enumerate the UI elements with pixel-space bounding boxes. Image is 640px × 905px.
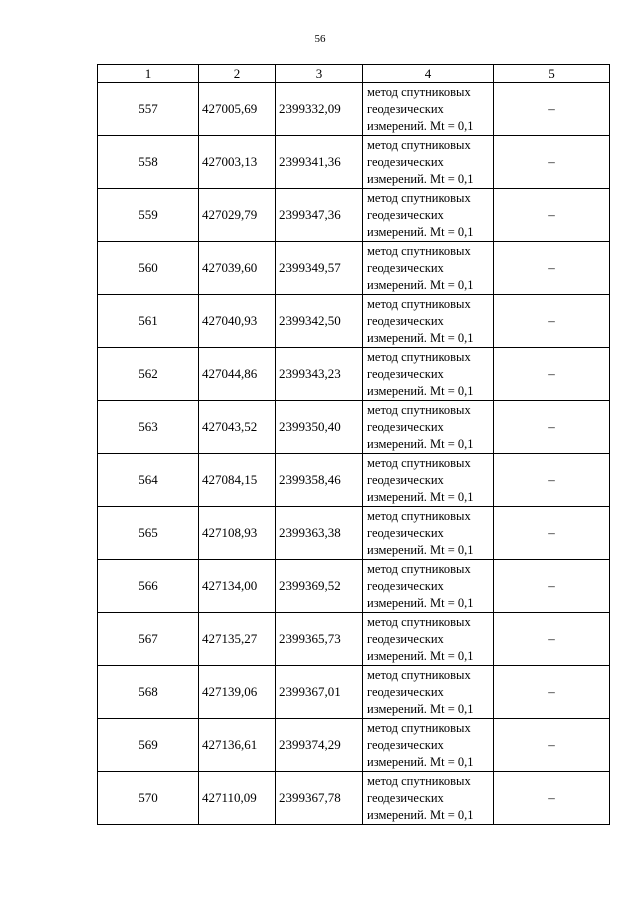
- method-text-line: метод спутниковых: [367, 84, 471, 99]
- table-header-row: [98, 65, 610, 83]
- table-row: [98, 242, 610, 295]
- method-cell: [363, 560, 494, 613]
- note-cell: –: [494, 560, 610, 613]
- point-number-cell: 567: [98, 613, 199, 666]
- method-text-line: измерений. Mt = 0,1: [367, 701, 474, 716]
- x-coordinate-cell: 427108,93: [199, 507, 276, 560]
- table-row: [98, 295, 610, 348]
- x-coordinate-cell: 427029,79: [199, 189, 276, 242]
- method-text-line: метод спутниковых: [367, 720, 471, 735]
- y-coordinate-cell: 2399367,01: [276, 666, 363, 719]
- method-text-line: геодезических: [367, 472, 444, 487]
- point-number-cell: 564: [98, 454, 199, 507]
- table-body: [98, 83, 610, 825]
- method-text-line: метод спутниковых: [367, 190, 471, 205]
- table-row: [98, 772, 610, 825]
- note-cell: –: [494, 666, 610, 719]
- point-number-cell: 570: [98, 772, 199, 825]
- x-coordinate-cell: 427043,52: [199, 401, 276, 454]
- method-text-line: геодезических: [367, 313, 444, 328]
- method-text-line: измерений. Mt = 0,1: [367, 595, 474, 610]
- point-number-cell: 560: [98, 242, 199, 295]
- note-cell: –: [494, 189, 610, 242]
- point-number-cell: 563: [98, 401, 199, 454]
- note-cell: –: [494, 507, 610, 560]
- method-text-line: метод спутниковых: [367, 455, 471, 470]
- method-text-line: метод спутниковых: [367, 667, 471, 682]
- table-row: [98, 348, 610, 401]
- x-coordinate-cell: 427134,00: [199, 560, 276, 613]
- x-coordinate-cell: 427135,27: [199, 613, 276, 666]
- method-text-line: метод спутниковых: [367, 243, 471, 258]
- note-cell: –: [494, 242, 610, 295]
- column-header-1: 1: [98, 65, 199, 83]
- column-header-3: 3: [276, 65, 363, 83]
- method-text-line: метод спутниковых: [367, 614, 471, 629]
- method-text-line: измерений. Mt = 0,1: [367, 171, 474, 186]
- method-cell: [363, 242, 494, 295]
- page-number: 56: [314, 33, 326, 45]
- x-coordinate-cell: 427003,13: [199, 136, 276, 189]
- table-row: [98, 666, 610, 719]
- method-cell: [363, 83, 494, 136]
- x-coordinate-cell: 427040,93: [199, 295, 276, 348]
- method-text-line: метод спутниковых: [367, 561, 471, 576]
- x-coordinate-cell: 427044,86: [199, 348, 276, 401]
- y-coordinate-cell: 2399369,52: [276, 560, 363, 613]
- y-coordinate-cell: 2399365,73: [276, 613, 363, 666]
- note-cell: –: [494, 136, 610, 189]
- note-cell: –: [494, 295, 610, 348]
- note-cell: –: [494, 401, 610, 454]
- method-text-line: геодезических: [367, 101, 444, 116]
- method-text-line: геодезических: [367, 154, 444, 169]
- method-text-line: измерений. Mt = 0,1: [367, 807, 474, 822]
- point-number-cell: 566: [98, 560, 199, 613]
- method-text-line: геодезических: [367, 419, 444, 434]
- table-row: [98, 613, 610, 666]
- column-header-2: 2: [199, 65, 276, 83]
- method-text-line: измерений. Mt = 0,1: [367, 118, 474, 133]
- method-cell: [363, 666, 494, 719]
- method-text-line: метод спутниковых: [367, 773, 471, 788]
- table-row: [98, 401, 610, 454]
- x-coordinate-cell: 427005,69: [199, 83, 276, 136]
- table-row: [98, 719, 610, 772]
- method-text-line: геодезических: [367, 525, 444, 540]
- y-coordinate-cell: 2399343,23: [276, 348, 363, 401]
- note-cell: –: [494, 348, 610, 401]
- table-row: [98, 136, 610, 189]
- y-coordinate-cell: 2399349,57: [276, 242, 363, 295]
- x-coordinate-cell: 427136,61: [199, 719, 276, 772]
- method-text-line: измерений. Mt = 0,1: [367, 330, 474, 345]
- method-text-line: измерений. Mt = 0,1: [367, 383, 474, 398]
- method-text-line: измерений. Mt = 0,1: [367, 489, 474, 504]
- method-cell: [363, 719, 494, 772]
- table-row: [98, 83, 610, 136]
- column-header-4: 4: [363, 65, 494, 83]
- method-text-line: измерений. Mt = 0,1: [367, 648, 474, 663]
- y-coordinate-cell: 2399332,09: [276, 83, 363, 136]
- point-number-cell: 568: [98, 666, 199, 719]
- method-text-line: метод спутниковых: [367, 402, 471, 417]
- method-cell: [363, 136, 494, 189]
- point-number-cell: 557: [98, 83, 199, 136]
- coordinates-table: [97, 64, 610, 825]
- x-coordinate-cell: 427039,60: [199, 242, 276, 295]
- method-text-line: измерений. Mt = 0,1: [367, 754, 474, 769]
- method-text-line: измерений. Mt = 0,1: [367, 224, 474, 239]
- method-text-line: геодезических: [367, 684, 444, 699]
- y-coordinate-cell: 2399358,46: [276, 454, 363, 507]
- table-row: [98, 454, 610, 507]
- method-text-line: геодезических: [367, 631, 444, 646]
- note-cell: –: [494, 454, 610, 507]
- point-number-cell: 569: [98, 719, 199, 772]
- method-text-line: измерений. Mt = 0,1: [367, 277, 474, 292]
- x-coordinate-cell: 427084,15: [199, 454, 276, 507]
- method-cell: [363, 348, 494, 401]
- method-cell: [363, 189, 494, 242]
- point-number-cell: 562: [98, 348, 199, 401]
- method-text-line: геодезических: [367, 737, 444, 752]
- table-row: [98, 189, 610, 242]
- method-cell: [363, 772, 494, 825]
- note-cell: –: [494, 613, 610, 666]
- point-number-cell: 565: [98, 507, 199, 560]
- y-coordinate-cell: 2399342,50: [276, 295, 363, 348]
- table-row: [98, 560, 610, 613]
- y-coordinate-cell: 2399363,38: [276, 507, 363, 560]
- method-text-line: измерений. Mt = 0,1: [367, 542, 474, 557]
- method-text-line: метод спутниковых: [367, 349, 471, 364]
- method-text-line: геодезических: [367, 260, 444, 275]
- method-cell: [363, 295, 494, 348]
- y-coordinate-cell: 2399367,78: [276, 772, 363, 825]
- method-cell: [363, 613, 494, 666]
- method-text-line: метод спутниковых: [367, 137, 471, 152]
- method-text-line: метод спутниковых: [367, 508, 471, 523]
- x-coordinate-cell: 427110,09: [199, 772, 276, 825]
- method-text-line: геодезических: [367, 578, 444, 593]
- y-coordinate-cell: 2399374,29: [276, 719, 363, 772]
- note-cell: –: [494, 83, 610, 136]
- point-number-cell: 559: [98, 189, 199, 242]
- method-text-line: геодезических: [367, 366, 444, 381]
- method-cell: [363, 454, 494, 507]
- y-coordinate-cell: 2399347,36: [276, 189, 363, 242]
- x-coordinate-cell: 427139,06: [199, 666, 276, 719]
- y-coordinate-cell: 2399341,36: [276, 136, 363, 189]
- column-header-5: 5: [494, 65, 610, 83]
- point-number-cell: 558: [98, 136, 199, 189]
- method-text-line: метод спутниковых: [367, 296, 471, 311]
- table-row: [98, 507, 610, 560]
- method-text-line: геодезических: [367, 790, 444, 805]
- method-cell: [363, 507, 494, 560]
- method-cell: [363, 401, 494, 454]
- note-cell: –: [494, 719, 610, 772]
- y-coordinate-cell: 2399350,40: [276, 401, 363, 454]
- point-number-cell: 561: [98, 295, 199, 348]
- method-text-line: геодезических: [367, 207, 444, 222]
- method-text-line: измерений. Mt = 0,1: [367, 436, 474, 451]
- note-cell: –: [494, 772, 610, 825]
